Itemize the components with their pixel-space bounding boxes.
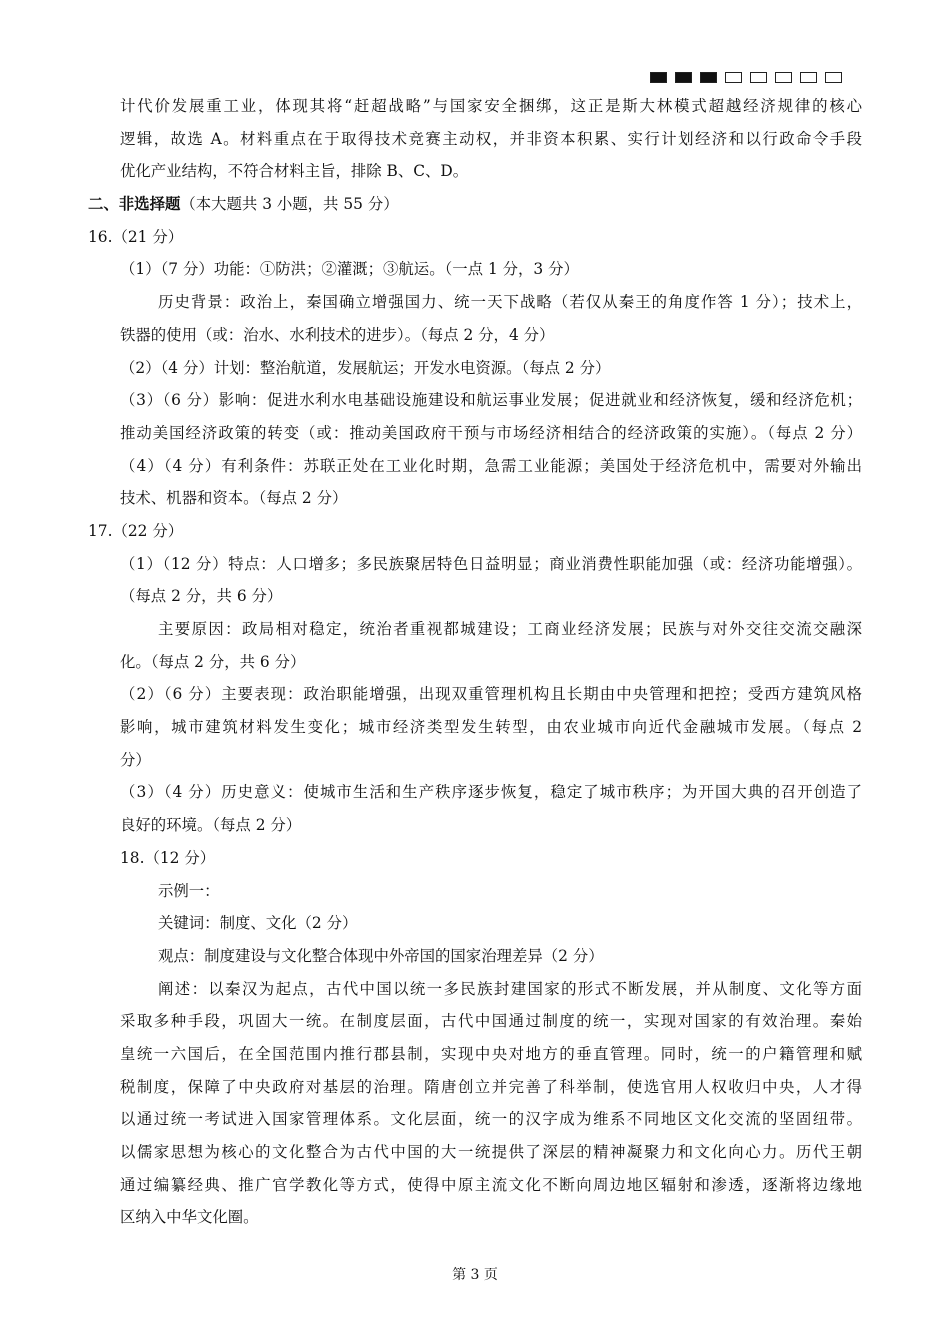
line-text: 阐述：以秦汉为起点，古代中国以统一多民族封建国家的形式不断发展，并从制度、文化等方面 [158,979,862,998]
page-progress-marks [650,72,842,83]
text-line [88,123,862,156]
line-text: 影响，城市建筑材料发生变化；城市经济类型发生转型，由农业城市向近代金融城市发展。（每点 2 [120,718,862,737]
text-line [88,711,862,744]
progress-mark-empty [775,72,792,83]
text-line [88,1136,862,1169]
line-text: 计代价发展重工业，体现其将“赶超战略”与国家安全捆绑，这正是斯大林模式超越经济规律的核心 [120,97,862,115]
line-text: 18.（12 分） [120,848,216,867]
progress-mark-filled [675,72,692,83]
text-line [88,809,862,842]
text-line [88,678,862,711]
line-text: 17.（22 分） [88,521,184,540]
text-line [88,875,862,908]
text-line [88,907,862,940]
line-text: 16.（21 分） [88,227,184,246]
page-number: 第 3 页 [452,1267,498,1283]
text-line [88,155,862,188]
line-text: （2）（6 分）主要表现：政治职能增强，出现双重管理机构且长期由中央管理和把控；受西方建筑风格 [120,685,862,704]
line-text: 皇统一六国后，在全国范围内推行郡县制，实现中央对地方的垂直管理。同时，统一的户籍管理和赋 [120,1044,862,1063]
text-line [88,776,862,809]
text-line [88,352,862,385]
text-line [88,744,862,777]
text-line [88,515,862,548]
text-line [88,188,862,221]
line-text: 以通过统一考试进入国家管理体系。文化层面，统一的汉字成为维系不同地区文化交流的坚固纽带。 [120,1110,862,1129]
progress-mark-filled [650,72,667,83]
text-line [88,646,862,679]
line-text: 区纳入中华文化圈。 [120,1208,259,1227]
line-text: （每点 2 分，共 6 分） [120,587,283,606]
line-text: 主要原因：政局相对稳定，统治者重视都城建设；工商业经济发展；民族与对外交往交流交融深 [158,620,862,638]
line-text: （3）（4 分）历史意义：使城市生活和生产秩序逐步恢复，稳定了城市秩序；为开国大典的召开创造了 [120,783,862,802]
line-text: 良好的环境。（每点 2 分） [120,816,302,835]
text-line [88,450,862,483]
line-text: 铁器的使用（或：治水、水利技术的进步）。（每点 2 分，4 分） [120,325,555,344]
text-line [88,613,862,646]
line-text: 推动美国经济政策的转变（或：推动美国政府干预与市场经济相结合的经济政策的实施）。（每点 2 分） [120,423,862,442]
line-text: （2）（4 分）计划：整治航道，发展航运；开发水电资源。（每点 2 分） [120,358,611,377]
text-line [88,973,862,1006]
text-line [88,580,862,613]
line-text: （1）（12 分）特点：人口增多；多民族聚居特色日益明显；商业消费性职能加强（或：经济功能增强）。 [120,554,862,573]
text-line [88,90,862,123]
line-text: 优化产业结构，不符合材料主旨，排除 B、C、D。 [120,162,469,181]
progress-mark-empty [725,72,742,83]
text-line [88,384,862,417]
text-line [88,253,862,286]
text-line [88,1169,862,1202]
line-text: （3）（6 分）影响：促进水利水电基础设施建设和航运事业发展；促进就业和经济恢复，缓和经济危机； [120,391,862,410]
line-text: 关键词：制度、文化（2 分） [158,914,358,933]
line-text: （1）（7 分）功能：①防洪；②灌溉；③航运。（一点 1 分，3 分） [120,260,579,279]
line-text: 通过编纂经典、推广官学教化等方式，使得中原主流文化不断向周边地区辐射和渗透，逐渐将边缘地 [120,1175,862,1194]
answer-content [88,90,862,1234]
line-text: 观点：制度建设与文化整合体现中外帝国的国家治理差异（2 分） [158,946,604,965]
line-text: 税制度，保障了中央政府对基层的治理。隋唐创立并完善了科举制，使选官用人权收归中央，人才得 [120,1077,862,1096]
text-line [88,1071,862,1104]
text-line [88,1201,862,1234]
text-line [88,482,862,515]
text-line [88,417,862,450]
line-text: 分） [120,750,151,769]
progress-mark-empty [825,72,842,83]
section-heading-note: （本大题共 3 小题，共 55 分） [180,195,399,214]
line-text: 采取多种手段，巩固大一统。在制度层面，古代中国通过制度的统一，实现对国家的有效治理。秦始 [120,1012,862,1031]
line-text: 以儒家思想为核心的文化整合为古代中国的大一统提供了深层的精神凝聚力和文化向心力。历代王朝 [120,1143,862,1161]
text-line [88,319,862,352]
text-line [88,286,862,319]
line-text: 历史背景：政治上，秦国确立增强国力、统一天下战略（若仅从秦王的角度作答 1 分）；技术上， [158,293,862,312]
text-line [88,548,862,581]
progress-mark-empty [750,72,767,83]
text-line [88,1038,862,1071]
text-line [88,1005,862,1038]
line-text: 示例一： [158,881,220,900]
progress-mark-empty [800,72,817,83]
text-line [88,842,862,875]
text-line [88,940,862,973]
section-heading: 二、非选择题 [88,195,181,214]
text-line [88,1103,862,1136]
line-text: 逻辑，故选 A。材料重点在于取得技术竞赛主动权，并非资本积累、实行计划经济和以行政命令手段 [120,129,862,148]
progress-mark-filled [700,72,717,83]
line-text: 技术、机器和资本。（每点 2 分） [120,489,348,508]
text-line [88,221,862,254]
line-text: （4）（4 分）有利条件：苏联正处在工业化时期，急需工业能源；美国处于经济危机中，需要对外输出 [120,456,862,475]
line-text: 化。（每点 2 分，共 6 分） [120,652,306,671]
